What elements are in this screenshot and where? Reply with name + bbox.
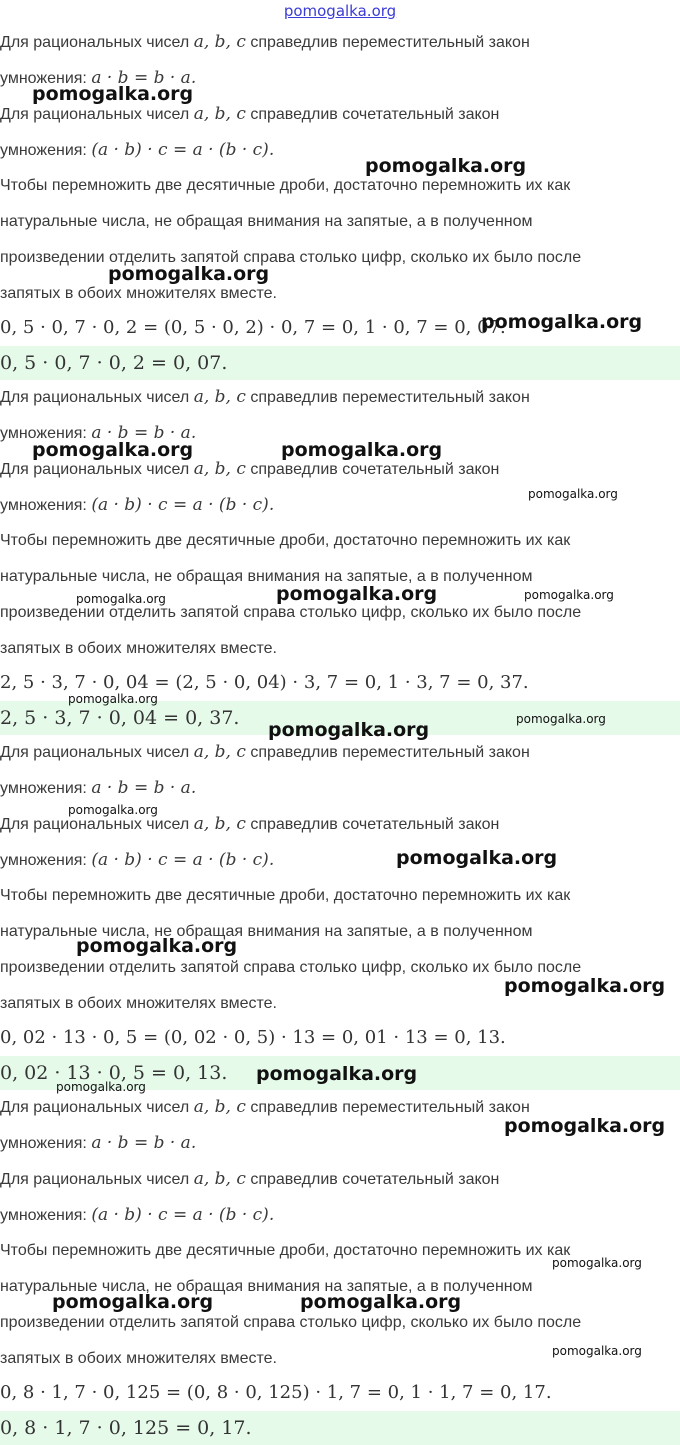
answer-line: 0, 02 · 13 · 0, 5 = 0, 13. xyxy=(0,1056,680,1090)
watermark: pomogalka.org xyxy=(108,263,270,285)
decimal-line-4: запятых в обоих множителях вместе. xyxy=(0,1350,277,1367)
watermark: pomogalka.org xyxy=(481,311,643,333)
decimal-line-4: запятых в обоих множителях вместе. xyxy=(0,995,277,1012)
decimal-line-3: произведении отделить запятой справа столько цифр, сколько их было после xyxy=(0,604,582,621)
problem-block-3 xyxy=(0,735,680,1090)
commutative-line-1: Для рациональных чисел a, b, c справедлив переместительный закон xyxy=(0,1097,530,1117)
watermark: pomogalka.org xyxy=(68,803,158,817)
problem-block-2 xyxy=(0,380,680,735)
associative-line-1: Для рациональных чисел a, b, c справедлив сочетательный закон xyxy=(0,459,500,479)
associative-line-1: Для рациональных чисел a, b, c справедлив сочетательный закон xyxy=(0,814,500,834)
decimal-line-1: Чтобы перемножить две десятичные дроби, достаточно перемножить их как xyxy=(0,177,571,194)
decimal-line-2: натуральные числа, не обращая внимания на запятые, а в полученном xyxy=(0,568,533,585)
associative-line-1: Для рациональных чисел a, b, c справедлив сочетательный закон xyxy=(0,1169,500,1189)
watermark: pomogalka.org xyxy=(552,1256,642,1270)
decimal-line-3: произведении отделить запятой справа столько цифр, сколько их было после xyxy=(0,959,582,976)
watermark: pomogalka.org xyxy=(300,1291,462,1313)
watermark: pomogalka.org xyxy=(365,155,527,177)
watermark: pomogalka.org xyxy=(276,583,438,605)
watermark: pomogalka.org xyxy=(68,692,158,706)
solution-line: 0, 5 · 0, 7 · 0, 2 = (0, 5 · 0, 2) · 0, 7 = 0, 1 · 0, 7 = 0, 07. xyxy=(0,317,506,338)
commutative-line-2: умножения: a · b = b · a. xyxy=(0,423,197,443)
answer-line: 0, 8 · 1, 7 · 0, 125 = 0, 17. xyxy=(0,1411,680,1445)
watermark: pomogalka.org xyxy=(504,1115,666,1137)
watermark: pomogalka.org xyxy=(76,592,166,606)
solution-line: 2, 5 · 3, 7 · 0, 04 = (2, 5 · 0, 04) · 3, 7 = 0, 1 · 3, 7 = 0, 37. xyxy=(0,672,529,693)
decimal-line-1: Чтобы перемножить две десятичные дроби, достаточно перемножить их как xyxy=(0,532,571,549)
answer-line: 0, 5 · 0, 7 · 0, 2 = 0, 07. xyxy=(0,346,680,380)
decimal-line-1: Чтобы перемножить две десятичные дроби, достаточно перемножить их как xyxy=(0,1242,571,1259)
watermark: pomogalka.org xyxy=(256,1063,418,1085)
solution-line: 0, 02 · 13 · 0, 5 = (0, 02 · 0, 5) · 13 = 0, 01 · 13 = 0, 13. xyxy=(0,1027,506,1048)
watermark: pomogalka.org xyxy=(56,1080,146,1094)
associative-line-1: Для рациональных чисел a, b, c справедлив сочетательный закон xyxy=(0,104,500,124)
associative-line-2: умножения: (a · b) · c = a · (b · c). xyxy=(0,850,275,870)
commutative-line-2: умножения: a · b = b · a. xyxy=(0,1133,197,1153)
associative-line-2: умножения: (a · b) · c = a · (b · c). xyxy=(0,1205,275,1225)
decimal-line-2: натуральные числа, не обращая внимания на запятые, а в полученном xyxy=(0,923,533,940)
decimal-line-4: запятых в обоих множителях вместе. xyxy=(0,285,277,302)
watermark: pomogalka.org xyxy=(52,1291,214,1313)
associative-line-2: умножения: (a · b) · c = a · (b · c). xyxy=(0,495,275,515)
watermark: pomogalka.org xyxy=(504,975,666,997)
decimal-line-3: произведении отделить запятой справа столько цифр, сколько их было после xyxy=(0,1314,582,1331)
commutative-line-1: Для рациональных чисел a, b, c справедлив переместительный закон xyxy=(0,387,530,407)
commutative-line-1: Для рациональных чисел a, b, c справедлив переместительный закон xyxy=(0,742,530,762)
solution-line: 0, 8 · 1, 7 · 0, 125 = (0, 8 · 0, 125) · 1, 7 = 0, 1 · 1, 7 = 0, 17. xyxy=(0,1382,552,1403)
watermark: pomogalka.org xyxy=(268,719,430,741)
watermark: pomogalka.org xyxy=(524,588,614,602)
commutative-line-1: Для рациональных чисел a, b, c справедлив переместительный закон xyxy=(0,32,530,52)
commutative-line-2: умножения: a · b = b · a. xyxy=(0,68,197,88)
watermark: pomogalka.org xyxy=(516,712,606,726)
decimal-line-3: произведении отделить запятой справа столько цифр, сколько их было после xyxy=(0,249,582,266)
decimal-line-2: натуральные числа, не обращая внимания на запятые, а в полученном xyxy=(0,213,533,230)
commutative-line-2: умножения: a · b = b · a. xyxy=(0,778,197,798)
associative-line-2: умножения: (a · b) · c = a · (b · c). xyxy=(0,140,275,160)
answer-line: 2, 5 · 3, 7 · 0, 04 = 0, 37. xyxy=(0,701,680,735)
decimal-line-1: Чтобы перемножить две десятичные дроби, достаточно перемножить их как xyxy=(0,887,571,904)
watermark: pomogalka.org xyxy=(552,1344,642,1358)
site-link[interactable]: pomogalka.org xyxy=(283,2,397,20)
watermark: pomogalka.org xyxy=(32,439,194,461)
watermark: pomogalka.org xyxy=(281,439,443,461)
watermark: pomogalka.org xyxy=(396,847,558,869)
watermark: pomogalka.org xyxy=(32,83,194,105)
decimal-line-4: запятых в обоих множителях вместе. xyxy=(0,640,277,657)
decimal-line-2: натуральные числа, не обращая внимания на запятые, а в полученном xyxy=(0,1278,533,1295)
watermark: pomogalka.org xyxy=(76,935,238,957)
watermark: pomogalka.org xyxy=(528,487,618,501)
